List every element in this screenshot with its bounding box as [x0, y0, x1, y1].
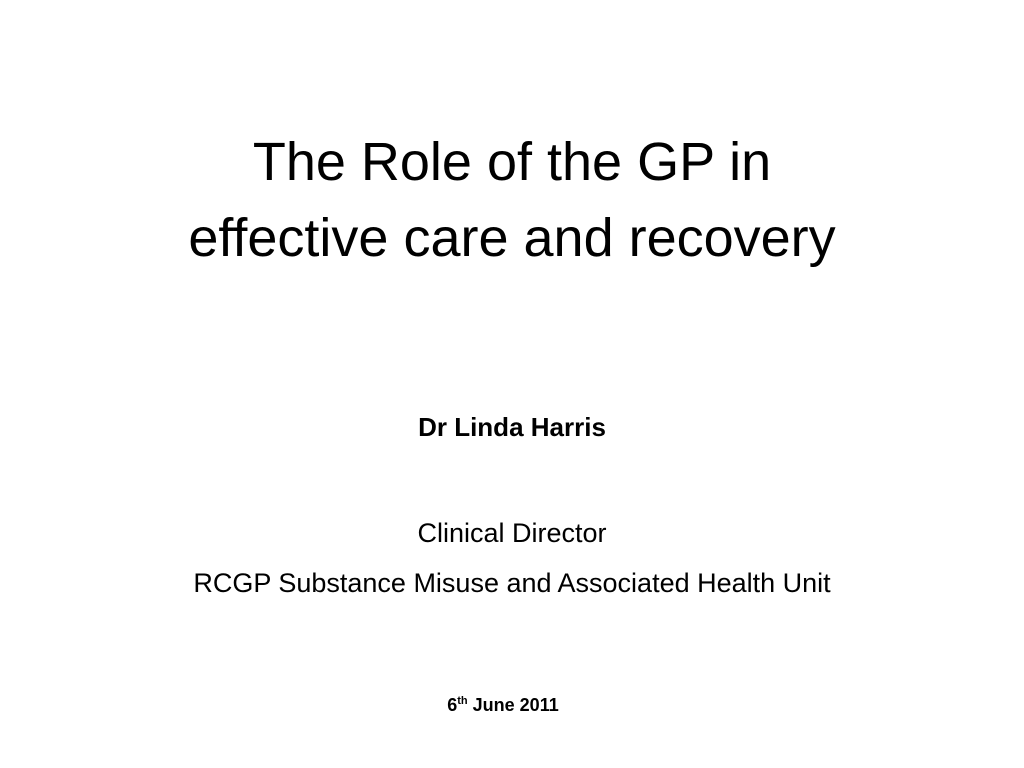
title-line-1: The Role of the GP in — [252, 132, 772, 192]
presentation-date — [0, 692, 1006, 718]
presenter-role — [0, 508, 1024, 608]
title-line-2: effective care and recovery — [188, 208, 836, 268]
date-suffix: th — [457, 695, 468, 707]
slide-title — [0, 124, 1024, 276]
date-day: 6 — [447, 695, 458, 715]
role-line-1: Clinical Director — [417, 518, 607, 548]
role-line-2: RCGP Substance Misuse and Associated Health Unit — [193, 568, 831, 598]
date-rest: June 2011 — [467, 695, 559, 715]
presenter-name: Dr Linda Harris — [418, 412, 606, 442]
